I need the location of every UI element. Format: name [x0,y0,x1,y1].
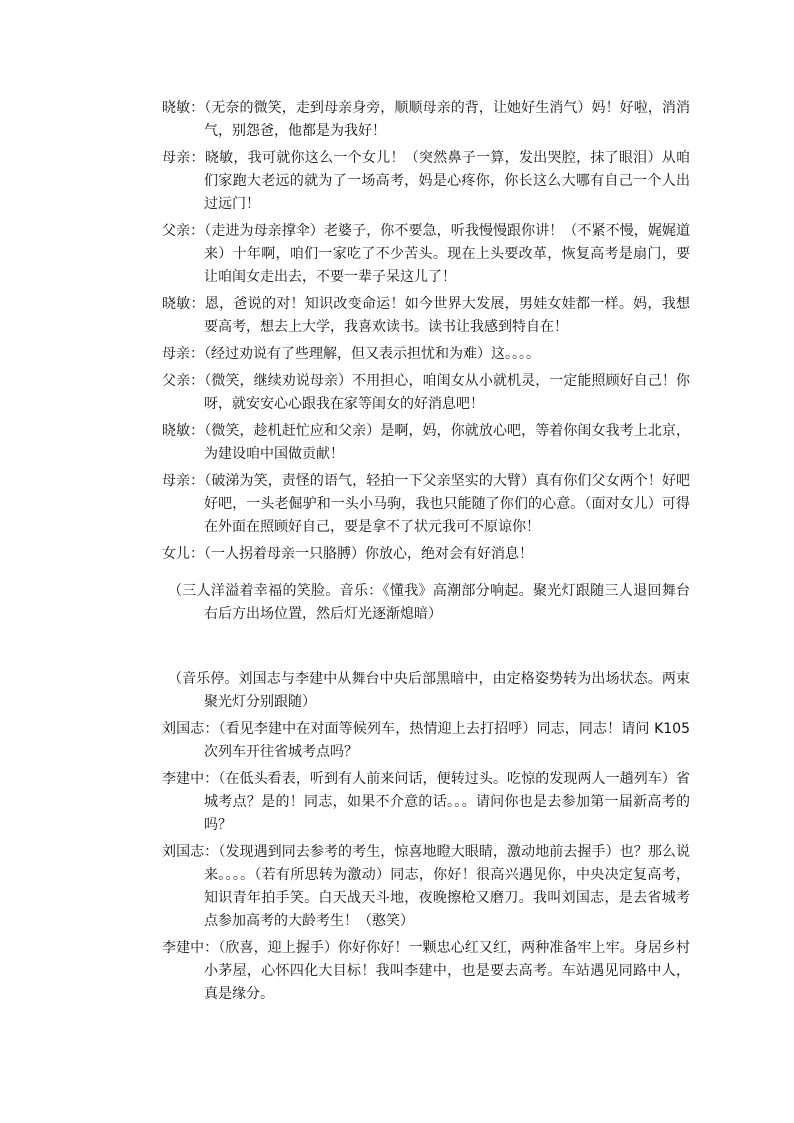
speaker-name: 晓敏： [162,423,205,439]
dialogue-line [162,147,690,216]
dialogue-text: （破涕为笑，责怪的语气，轻拍一下父亲坚实的大臂）真有你们父女两个！好吧好吧，一头老倔驴和一头小马驹，我也只能随了你们的心意。（面对女儿）可得在外面在照顾好自己，要是拿不了状元我可不原谅你！ [204,473,691,535]
dialogue-line [162,97,690,143]
dialogue-text: （看见李建中在对面等候列车，热情迎上去打招呼）同志，同志！请问 K105次列车开往省城考点吗？ [204,721,690,760]
spacer [162,570,690,580]
dialogue-line [162,343,690,366]
script-page [162,97,690,1010]
speaker-name: 晓敏： [162,296,205,312]
dialogue-line [162,841,690,933]
dialogue-text: （走进为母亲撑伞）老婆子，你不要急，听我慢慢跟你讲！（不紧不慢，娓娓道来）十年啊，咱们一家吃了不少苦头。现在上头要改革，恢复高考是扇门，要让咱闺女走出去，不要一辈子呆这儿了！ [204,223,691,285]
dialogue-section-station [162,718,690,1006]
dialogue-text: （一人拐着母亲一只胳膊）你放心，绝对会有好消息！ [204,546,533,562]
dialogue-text: （无奈的微笑，走到母亲身旁，顺顺母亲的背，让她好生消气）妈！好啦，消消气，别怨爸，他都是为我好！ [204,100,691,139]
dialogue-text: （微笑，趁机赶忙应和父亲）是啊，妈，你就放心吧，等着你闺女我考上北京，为建设咱中国做贡献！ [204,423,691,462]
speaker-name: 母亲： [162,150,205,166]
speaker-name: 刘国志： [162,844,219,860]
dialogue-line [162,543,690,566]
dialogue-section-family [162,97,690,566]
spacer [162,630,690,668]
speaker-name: 刘国志： [162,721,219,737]
dialogue-line [162,220,690,289]
dialogue-text: （在低头看表，听到有人前来问话，便转过头。吃惊的发现两人一趟列车）省城考点？是的！同志，如果不介意的话。。。请问你也是去参加第一届新高考的吗？ [204,771,691,833]
stage-direction: （音乐停。刘国志与李建中从舞台中央后部黑暗中，由定格姿势转为出场状态。两束聚光灯分别跟随） [168,671,690,710]
speaker-name: 李建中： [162,771,219,787]
dialogue-line [162,293,690,339]
dialogue-text: （发现遇到同去参考的考生，惊喜地瞪大眼睛，激动地前去握手）也？那么说来。。。。（若有所思转为激动）同志，你好！很高兴遇见你，中央决定复高考，知识青年拍手笑。白天战天斗地，夜晚擦枪又磨刀。我叫刘国志，是去省城考点参加高考的大龄考生！（憨笑） [204,844,691,929]
dialogue-line [162,768,690,837]
dialogue-line [162,420,690,466]
dialogue-text: （微笑，继续劝说母亲）不用担心，咱闺女从小就机灵，一定能照顾好自己！你呀，就安安心心跟我在家等闺女的好消息吧！ [204,373,691,412]
speaker-name: 父亲： [162,223,205,239]
speaker-name: 李建中： [162,940,219,956]
dialogue-line [162,370,690,416]
speaker-name: 父亲： [162,373,205,389]
dialogue-line [162,937,690,1006]
speaker-name: 女儿： [162,546,204,562]
dialogue-text: （经过劝说有了些理解，但又表示担忧和为难）这。。。。 [204,346,540,362]
stage-direction: （三人洋溢着幸福的笑脸。音乐：《懂我》高潮部分响起。聚光灯跟随三人退回舞台右后方出场位置，然后灯光逐渐熄暗） [168,583,690,622]
speaker-name: 母亲： [162,346,204,362]
dialogue-line [162,718,690,764]
dialogue-line [162,470,690,539]
dialogue-text: 恩，爸说的对！知识改变命运！如今世界大发展，男娃女娃都一样。妈，我想要高考，想去上大学，我喜欢读书。读书让我感到特自在！ [204,296,691,335]
speaker-name: 母亲： [162,473,205,489]
speaker-name: 晓敏： [162,100,205,116]
dialogue-text: （欣喜，迎上握手）你好你好！一颗忠心红又红，两种准备牢上牢。身居乡村小茅屋，心怀四化大目标！我叫李建中，也是要去高考。车站遇见同路中人，真是缘分。 [204,940,691,1002]
dialogue-text: 晓敏，我可就你这么一个女儿！（突然鼻子一算，发出哭腔，抹了眼泪）从咱们家跑大老远的就为了一场高考，妈是心疼你，你长这么大哪有自己一个人出过远门！ [204,150,691,212]
